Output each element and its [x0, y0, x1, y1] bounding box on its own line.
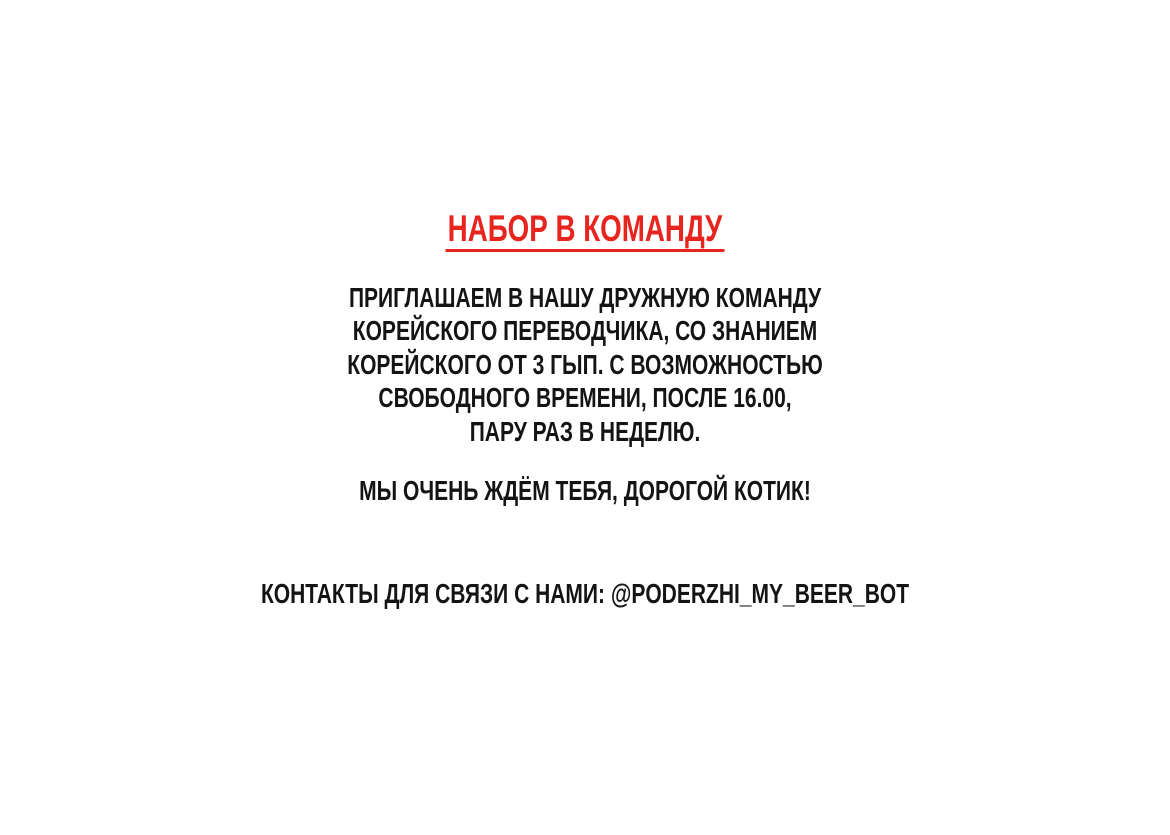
announcement-paragraph	[146, 281, 1024, 448]
text-column	[146, 0, 1024, 835]
contact-line: КОНТАКТЫ ДЛЯ СВЯЗИ С НАМИ: @PODERZHI_MY_BEER_BOT	[260, 578, 910, 609]
page-title-row	[146, 207, 1024, 251]
paragraph-line-3: КОРЕЙСКОГО ОТ 3 ГЫП. С ВОЗМОЖНОСТЬЮ	[347, 348, 823, 380]
invite-line: МЫ ОЧЕНЬ ЖДЁМ ТЕБЯ, ДОРОГОЙ КОТИК!	[359, 475, 811, 506]
page-title: НАБОР В КОМАНДУ	[445, 208, 724, 252]
paragraph-line-4: СВОБОДНОГО ВРЕМЕНИ, ПОСЛЕ 16.00,	[378, 382, 792, 414]
paragraph-line-2: КОРЕЙСКОГО ПЕРЕВОДЧИКА, СО ЗНАНИЕМ	[352, 315, 818, 347]
paragraph-line-5: ПАРУ РАЗ В НЕДЕЛЮ.	[469, 415, 701, 447]
paragraph-line-1: ПРИГЛАШАЕМ В НАШУ ДРУЖНУЮ КОМАНДУ	[348, 282, 822, 313]
